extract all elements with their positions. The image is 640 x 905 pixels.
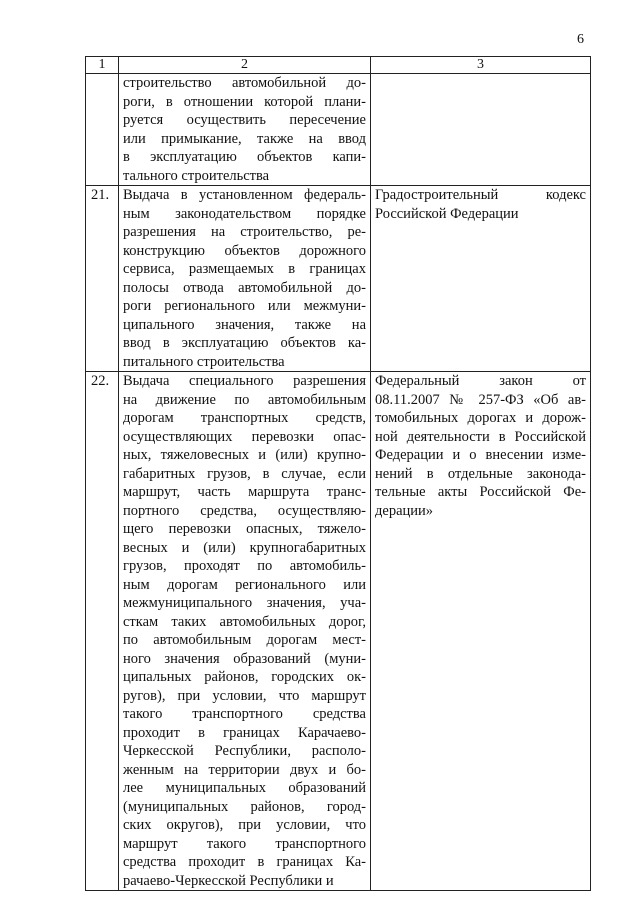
- text-line: весных и (или) крупногабаритных: [123, 539, 366, 556]
- text-line: (муниципальных районов, город-: [123, 798, 366, 815]
- text-line: Выдача в установленном федераль-: [123, 187, 366, 203]
- header-col-3: 3: [371, 57, 591, 74]
- text-line: осуществляющих перевозки опас-: [123, 428, 366, 445]
- services-table: [85, 56, 591, 891]
- header-col-1: 1: [86, 57, 119, 74]
- text-line: нений в отдельные законода-: [375, 465, 586, 482]
- text-line: маршрут, часть маршрута транс-: [123, 484, 366, 500]
- text-line: Российской Федерации: [375, 205, 519, 222]
- text-line: питального строительства: [123, 353, 285, 370]
- text-line: полосы отвода автомобильной до-: [123, 279, 366, 296]
- table-row: [86, 186, 591, 372]
- text-line: ских округов), при условии, что: [123, 817, 366, 833]
- page-number: 6: [577, 32, 584, 47]
- text-line: Федеральный закон от: [375, 373, 586, 389]
- text-line: ной деятельности в Российской: [375, 428, 586, 445]
- text-line: щего перевозки опасных, тяжело-: [123, 521, 366, 537]
- text-line: межмуниципального значения, уча-: [123, 595, 366, 611]
- text-line: лее муниципальных образований: [123, 780, 366, 796]
- text-line: или примыкание, также на ввод: [123, 130, 366, 147]
- text-line: женным на территории двух и бо-: [123, 761, 366, 778]
- table-row: [86, 74, 591, 186]
- text-line: ципального значения, также на: [123, 316, 366, 333]
- text-line: портного средства, осуществляю-: [123, 502, 366, 519]
- row-number: 21.: [86, 186, 119, 372]
- row-number: [86, 74, 119, 186]
- text-line: рачаево-Черкесской Республики и: [123, 872, 334, 889]
- text-line: дерации»: [375, 502, 434, 519]
- text-line: роги регионального или межмуни-: [123, 298, 366, 314]
- text-line: сткам таких автомобильных дорог,: [123, 613, 366, 630]
- text-line: руется осуществить пересечение: [123, 112, 366, 128]
- text-line: тельные акты Российской Фе-: [375, 484, 586, 500]
- legal-basis: [371, 186, 591, 372]
- service-description: [119, 74, 371, 186]
- legal-basis: [371, 74, 591, 186]
- text-line: по автомобильным дорогам мест-: [123, 632, 366, 648]
- text-line: Градостроительный кодекс: [375, 187, 586, 203]
- text-line: роги, в отношении которой плани-: [123, 93, 366, 110]
- text-line: сервиса, размещаемых в границах: [123, 261, 366, 277]
- text-line: габаритных грузов, в случае, если: [123, 465, 366, 482]
- header-col-2: 2: [119, 57, 371, 74]
- text-line: разрешения на строительство, ре-: [123, 224, 366, 240]
- text-line: грузов, проходят по автомобиль-: [123, 558, 366, 574]
- text-line: Федерации и о внесении изме-: [375, 447, 586, 463]
- legal-basis: [371, 372, 591, 891]
- text-line: ных, тяжеловесных и (или) крупно-: [123, 447, 366, 463]
- text-line: на движение по автомобильным: [123, 391, 366, 408]
- text-line: строительство автомобильной до-: [123, 75, 366, 91]
- table-row: [86, 372, 591, 891]
- text-line: ного значения образований (муни-: [123, 650, 366, 667]
- text-line: дорогам транспортных средств,: [123, 410, 366, 426]
- text-line: томобильных дорогах и дорож-: [375, 410, 586, 426]
- text-line: Черкесской Республики, располо-: [123, 743, 366, 759]
- text-line: проходит в границах Карачаево-: [123, 724, 366, 741]
- text-line: в эксплуатацию объектов капи-: [123, 149, 366, 165]
- table-header-row: [86, 57, 591, 74]
- row-number: 22.: [86, 372, 119, 891]
- service-description: [119, 186, 371, 372]
- text-line: маршрут такого транспортного: [123, 835, 366, 852]
- text-line: ципальных районов, городских ок-: [123, 669, 366, 685]
- text-line: ввод в эксплуатацию объектов ка-: [123, 335, 366, 351]
- text-line: ругов), при условии, что маршрут: [123, 687, 366, 704]
- text-line: ным законодательством порядке: [123, 205, 366, 222]
- text-line: ным дорогам регионального или: [123, 576, 366, 593]
- text-line: такого транспортного средства: [123, 706, 366, 722]
- text-line: Выдача специального разрешения: [123, 373, 366, 389]
- text-line: 08.11.2007 № 257-ФЗ «Об ав-: [375, 391, 586, 408]
- text-line: тального строительства: [123, 167, 270, 184]
- service-description: [119, 372, 371, 891]
- text-line: конструкцию объектов дорожного: [123, 242, 366, 259]
- text-line: средства проходит в границах Ка-: [123, 854, 366, 870]
